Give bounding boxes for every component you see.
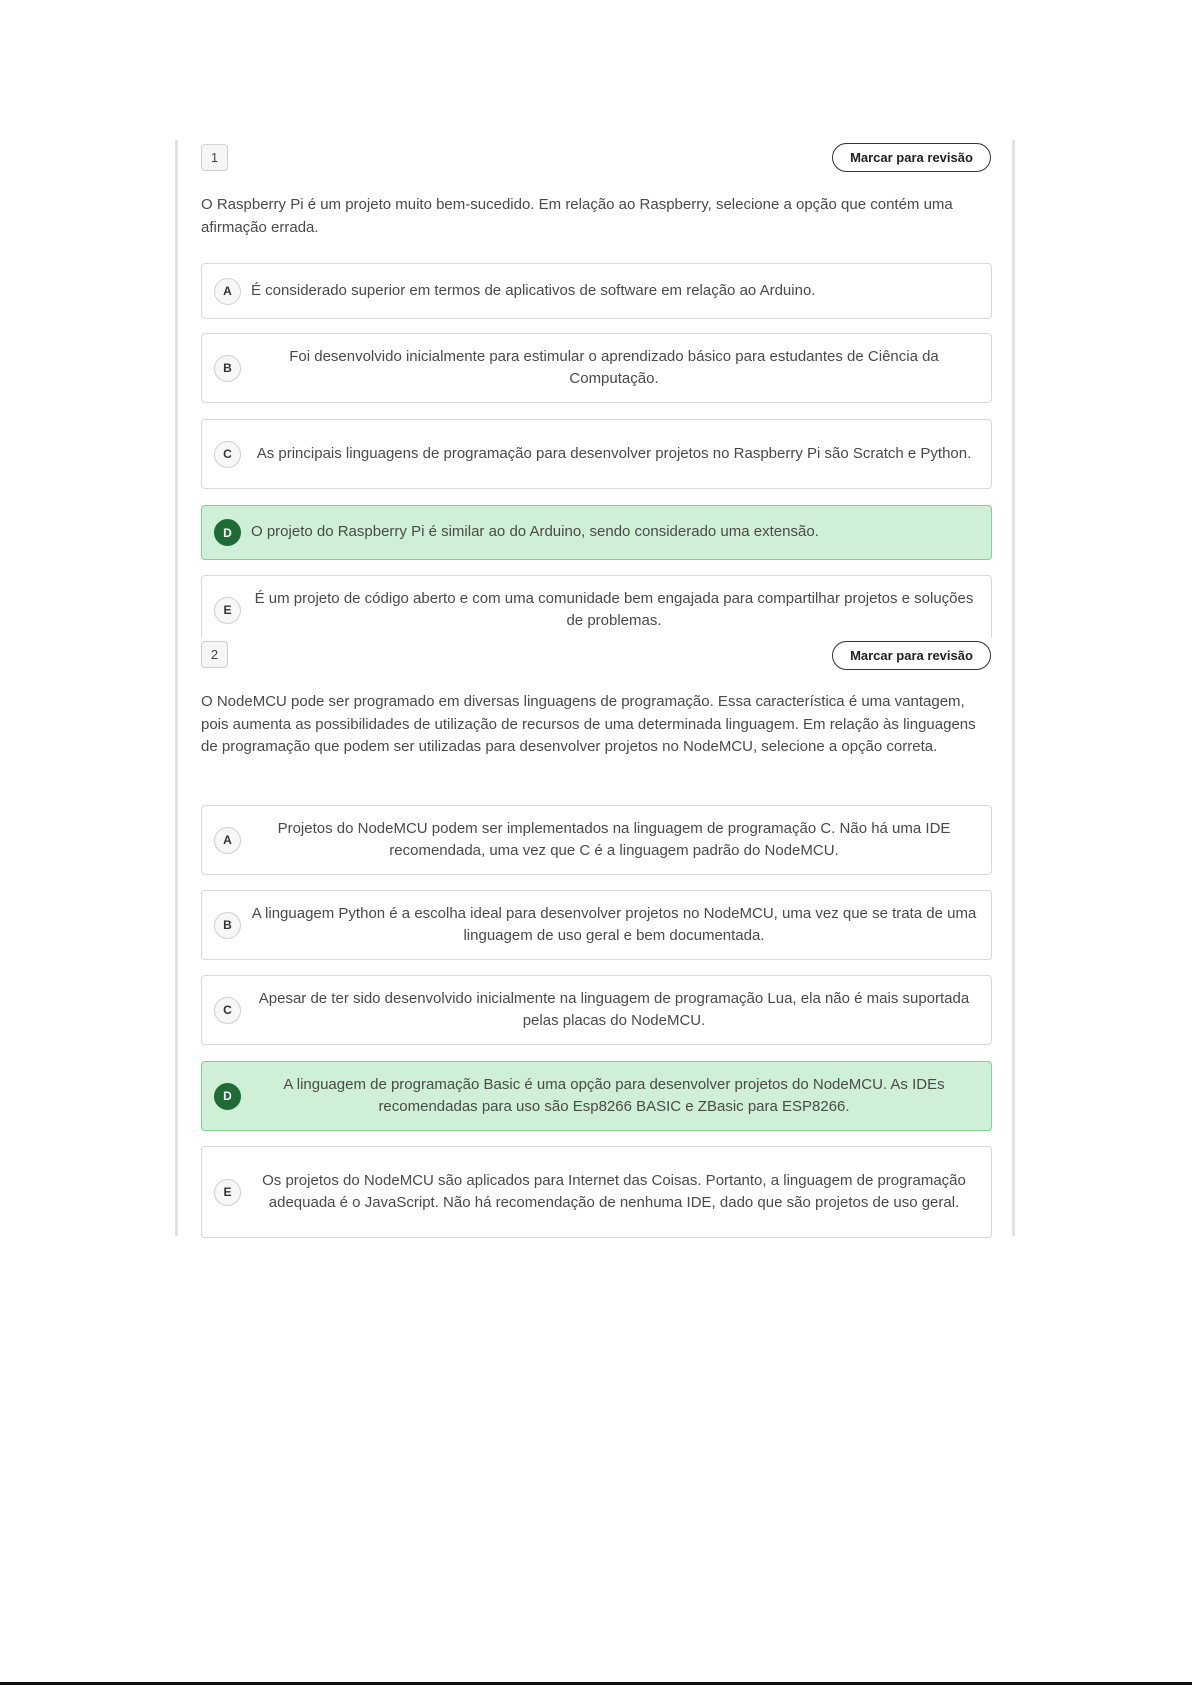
mark-for-review-button[interactable]: Marcar para revisão — [832, 143, 991, 172]
option-letter-badge: E — [214, 597, 241, 624]
option-text: É um projeto de código aberto e com uma comunidade bem engajada para compartilhar projetos e soluções de problemas. — [254, 589, 974, 629]
option-text: A linguagem de programação Basic é uma opção para desenvolver projetos do NodeMCU. As IDEs recomendadas para uso são Esp8266 BASIC e ZBasic para ESP8266. — [283, 1075, 945, 1115]
question-card-1 — [175, 140, 1015, 640]
question-statement: O Raspberry Pi é um projeto muito bem-sucedido. Em relação ao Raspberry, selecione a opção que contém uma afirmação errada. — [201, 196, 953, 236]
option-letter-badge: B — [214, 355, 241, 382]
question-number: 2 — [201, 641, 228, 668]
option-letter-badge: A — [214, 278, 241, 305]
option-text: Apesar de ter sido desenvolvido inicialmente na linguagem de programação Lua, ela não é mais suportada pelas placas do NodeMCU. — [258, 989, 970, 1029]
question-number: 1 — [201, 144, 228, 171]
question-card-2 — [175, 638, 1015, 1236]
option-letter-badge: D — [214, 1083, 241, 1110]
option-c[interactable] — [201, 419, 992, 489]
option-a[interactable] — [201, 805, 992, 875]
question-statement: O NodeMCU pode ser programado em diversas linguagens de programação. Essa característica é uma vantagem, pois aumenta as possibilidades de utilização de recursos de uma determinada linguagem. Em relação às linguagens de programação que podem ser utilizadas para desenvolver projetos no NodeMCU, selecione a opção correta. — [201, 693, 976, 755]
option-text: A linguagem Python é a escolha ideal para desenvolver projetos no NodeMCU, uma vez que se trata de uma linguagem de uso geral e bem documentada. — [251, 904, 977, 944]
option-letter-badge: B — [214, 912, 241, 939]
option-text: O projeto do Raspberry Pi é similar ao do Arduino, sendo considerado uma extensão. — [251, 523, 819, 541]
option-b[interactable] — [201, 890, 992, 960]
option-a[interactable] — [201, 263, 992, 319]
option-text: Foi desenvolvido inicialmente para estimular o aprendizado básico para estudantes de Ciência da Computação. — [289, 347, 939, 387]
option-b[interactable] — [201, 333, 992, 403]
option-d-correct[interactable] — [201, 1061, 992, 1131]
option-letter-badge: D — [214, 519, 241, 546]
option-text: Projetos do NodeMCU podem ser implementados na linguagem de programação C. Não há uma IDE recomendada, uma vez que C é a linguagem padrão do NodeMCU. — [277, 819, 951, 859]
option-letter-badge: A — [214, 827, 241, 854]
option-letter-badge: C — [214, 441, 241, 468]
option-e[interactable] — [201, 575, 992, 645]
mark-for-review-button[interactable]: Marcar para revisão — [832, 641, 991, 670]
option-letter-badge: E — [214, 1179, 241, 1206]
option-e[interactable] — [201, 1146, 992, 1238]
option-text: É considerado superior em termos de aplicativos de software em relação ao Arduino. — [251, 281, 816, 299]
option-d-correct[interactable] — [201, 505, 992, 560]
option-c[interactable] — [201, 975, 992, 1045]
option-letter-badge: C — [214, 997, 241, 1024]
option-text: As principais linguagens de programação para desenvolver projetos no Raspberry Pi são Scratch e Python. — [256, 444, 972, 462]
option-text: Os projetos do NodeMCU são aplicados para Internet das Coisas. Portanto, a linguagem de programação adequada é o JavaScript. Não há recomendação de nenhuma IDE, dado que são projetos de uso geral. — [262, 1171, 966, 1211]
